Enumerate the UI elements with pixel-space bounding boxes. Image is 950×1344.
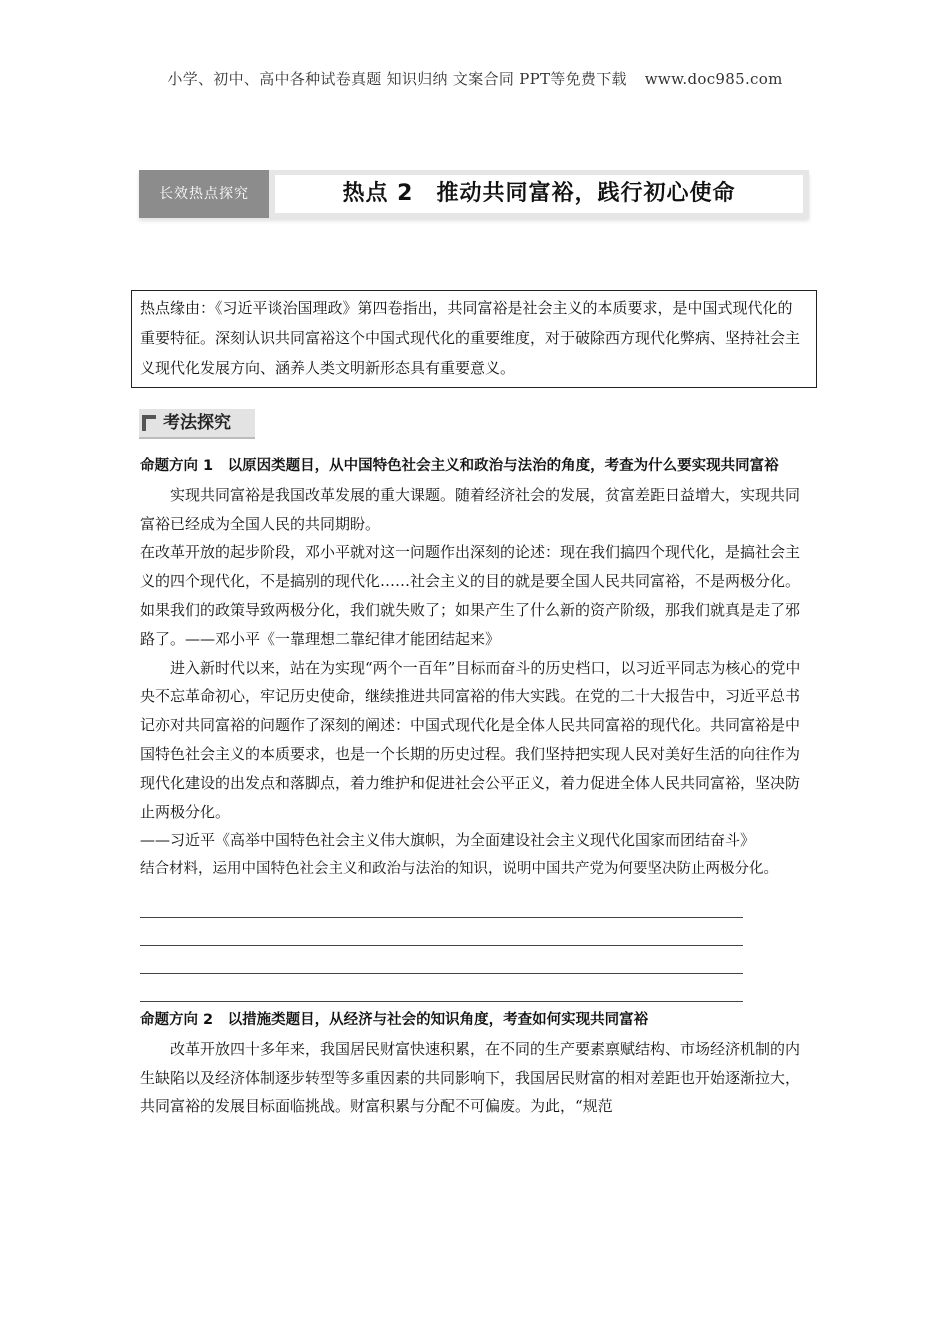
section-tag: 长效热点探究 <box>139 170 269 218</box>
site-url[interactable]: www.doc985.com <box>644 70 783 88</box>
direction-1-question: 结合材料，运用中国特色社会主义和政治与法治的知识，说明中国共产党为何要坚决防止两极分化。 <box>140 861 778 878</box>
hotspot-origin-box <box>131 290 817 388</box>
main-content <box>140 452 812 1121</box>
site-banner-text: 小学、初中、高中各种试卷真题 知识归纳 文案合同 PPT等免费下载 <box>167 70 627 88</box>
direction-1-citation: ——习近平《高举中国特色社会主义伟大旗帜，为全面建设社会主义现代化国家而团结奋斗》 <box>140 831 756 850</box>
section-heading-text: 考法探究 <box>163 413 231 433</box>
answer-area[interactable] <box>140 890 812 1002</box>
answer-line[interactable] <box>140 918 743 946</box>
site-banner <box>0 68 950 89</box>
answer-line[interactable] <box>140 974 743 1002</box>
answer-line[interactable] <box>140 890 743 918</box>
page-title: 热点 2 推动共同富裕，践行初心使命 <box>275 175 803 213</box>
direction-2-para-1: 改革开放四十多年来，我国居民财富快速积累，在不同的生产要素禀赋结构、市场经济机制的内生缺陷以及经济体制逐步转型等多重因素的共同影响下，我国居民财富的相对差距也开始逐渐拉大，共同富裕的发展目标面临挑战。财富积累与分配不可偏废。为此，“规范 <box>140 1039 801 1116</box>
direction-1-para-1: 实现共同富裕是我国改革发展的重大课题。随着经济社会的发展，贫富差距日益增大，实现共同富裕已经成为全国人民的共同期盼。 <box>140 485 801 533</box>
hotspot-title-bar <box>139 170 809 218</box>
answer-line[interactable] <box>140 946 743 974</box>
section-heading <box>139 409 255 439</box>
direction-1-para-3: 进入新时代以来，站在为实现“两个一百年”目标而奋斗的历史档口，以习近平同志为核心的党中央不忘革命初心，牢记历史使命，继续推进共同富裕的伟大实践。在党的二十大报告中，习近平总书记亦对共同富裕的问题作了深刻的阐述：中国式现代化是全体人民共同富裕的现代化。共同富裕是中国特色社会主义的本质要求，也是一个长期的历史过程。我们坚持把实现人民对美好生活的向往作为现代化建设的出发点和落脚点，着力维护和促进社会公平正义，着力促进全体人民共同富裕，坚决防止两极分化。 <box>140 658 801 821</box>
direction-1-para-2: 在改革开放的起步阶段，邓小平就对这一问题作出深刻的论述：现在我们搞四个现代化，是搞社会主义的四个现代化，不是搞别的现代化……社会主义的目的就是要全国人民共同富裕，不是两极分化。如果我们的政策导致两极分化，我们就失败了；如果产生了什么新的资产阶级，那我们就真是走了邪路了。——邓小平《一靠理想二靠纪律才能团结起来》 <box>140 543 801 648</box>
direction-1-heading: 命题方向 1 以原因类题目，从中国特色社会主义和政治与法治的角度，考查为什么要实现共同富裕 <box>140 458 779 474</box>
origin-text: 《习近平谈治国理政》第四卷指出，共同富裕是社会主义的本质要求，是中国式现代化的重要特征。深刻认识共同富裕这个中国式现代化的重要维度，对于破除西方现代化弊病、坚持社会主义现代化发展方向、涵养人类文明新形态具有重要意义。 <box>140 299 801 377</box>
direction-2-heading: 命题方向 2 以措施类题目，从经济与社会的知识角度，考查如何实现共同富裕 <box>140 1011 649 1028</box>
corner-mark-icon <box>142 415 156 431</box>
origin-label: 热点缘由： <box>140 299 216 317</box>
